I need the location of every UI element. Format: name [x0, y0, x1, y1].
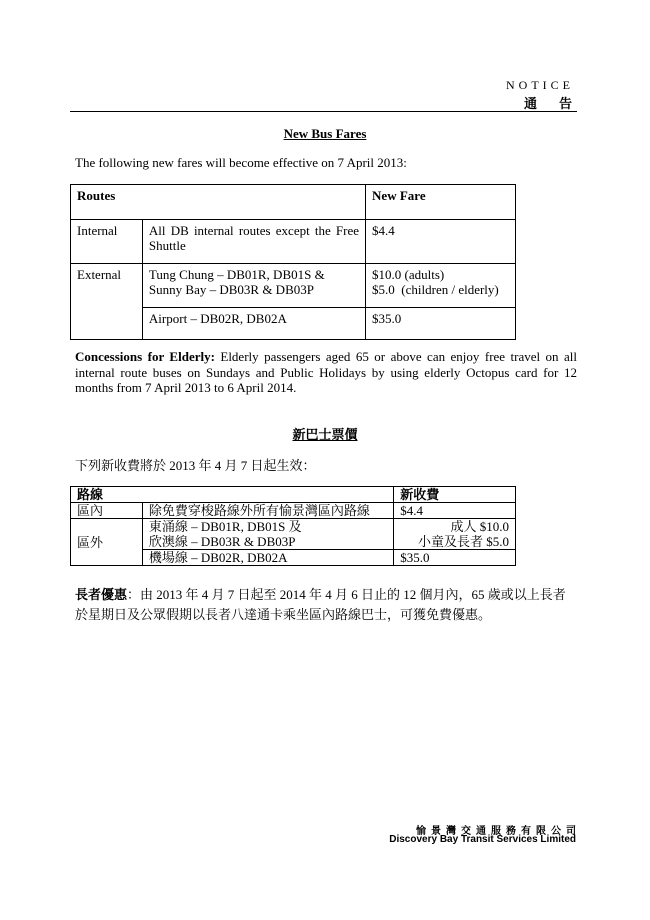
title-en: New Bus Fares — [283, 126, 367, 141]
fare-adults: $10.0 (adults) — [372, 267, 445, 282]
cell-internal-fare: $4.4 — [366, 220, 516, 264]
header-routes-zh: 路線 — [71, 487, 394, 503]
cell-tungchung-route-zh — [142, 519, 393, 550]
fare-table-zh — [70, 486, 516, 566]
table-header-row — [71, 185, 516, 220]
cell-internal-route-zh: 除免費穿梭路線外所有愉景灣區內路線 — [142, 503, 393, 519]
table-header-row — [71, 487, 516, 503]
sunnybay-route-line2: Sunny Bay – DB03R & DB03P — [148, 282, 314, 297]
cell-internal-label-zh: 區內 — [71, 503, 143, 519]
cell-tungchung-fare — [366, 264, 516, 308]
cell-tungchung-fare-zh — [394, 519, 516, 550]
cell-internal-label: Internal — [71, 220, 143, 264]
table-row-external-tungchung — [71, 519, 516, 550]
intro-zh: 下列新收費將於 2013 年 4 月 7 日起生效： — [75, 458, 316, 473]
company-name-en: Discovery Bay Transit Services Limited — [389, 834, 576, 845]
concession-text-zh: ：由 2013 年 4 月 7 日起至 2014 年 4 月 6 日止的 12 個月內，65 歲或以上長者於星期日及公眾假期以長者八達通卡乘坐區內路線巴士，可獲免費優惠。 — [75, 587, 566, 622]
tungchung-route-line1-zh: 東涌線 – DB01R, DB01S 及 — [148, 519, 302, 534]
cell-internal-fare-zh: $4.4 — [394, 503, 516, 519]
title-zh: 新巴士票價 — [292, 427, 358, 442]
concession-text-en: Elderly passengers aged 65 or above can enjoy free travel on all internal route buses on Sundays and Public Holidays by using elderly Octopus card for 12 months from 7 April 2013 to 6 April 2014. — [75, 349, 577, 395]
header-divider — [70, 111, 577, 112]
concession-label-en: Concessions for Elderly: — [75, 349, 215, 364]
tungchung-route-line1: Tung Chung – DB01R, DB01S & — [148, 267, 325, 282]
concession-paragraph-zh — [75, 585, 577, 625]
cell-external-label-zh: 區外 — [71, 519, 143, 566]
concession-label-zh: 長者優惠 — [75, 587, 128, 602]
cell-tungchung-route — [142, 264, 365, 308]
fare-children-elderly-zh: 小童及長者 $5.0 — [417, 534, 509, 549]
notice-heading-en: NOTICE — [506, 78, 574, 92]
cell-airport-route-zh: 機場線 – DB02R, DB02A — [142, 550, 393, 566]
table-row-external-tungchung — [71, 264, 516, 308]
concession-paragraph-en — [75, 349, 577, 396]
table-row-internal — [71, 220, 516, 264]
fare-children-elderly: $5.0 (children / elderly) — [372, 282, 499, 297]
cell-airport-route: Airport – DB02R, DB02A — [142, 308, 365, 340]
fare-table-en — [70, 184, 516, 340]
notice-heading-zh: 通告 — [523, 96, 594, 111]
header-new-fare-zh: 新收費 — [394, 487, 516, 503]
sunnybay-route-line2-zh: 欣澳線 – DB03R & DB03P — [148, 534, 296, 549]
company-name-zh: 愉景灣交通服務有限公司 — [416, 826, 581, 837]
header-routes: Routes — [71, 185, 366, 220]
cell-external-label: External — [71, 264, 143, 340]
header-new-fare: New Fare — [366, 185, 516, 220]
intro-en: The following new fares will become effective on 7 April 2013: — [75, 155, 407, 170]
cell-internal-route: All DB internal routes except the Free Shuttle — [142, 220, 365, 264]
cell-airport-fare-zh: $35.0 — [394, 550, 516, 566]
table-row-internal — [71, 503, 516, 519]
fare-adults-zh: 成人 $10.0 — [450, 519, 509, 534]
cell-airport-fare: $35.0 — [366, 308, 516, 340]
